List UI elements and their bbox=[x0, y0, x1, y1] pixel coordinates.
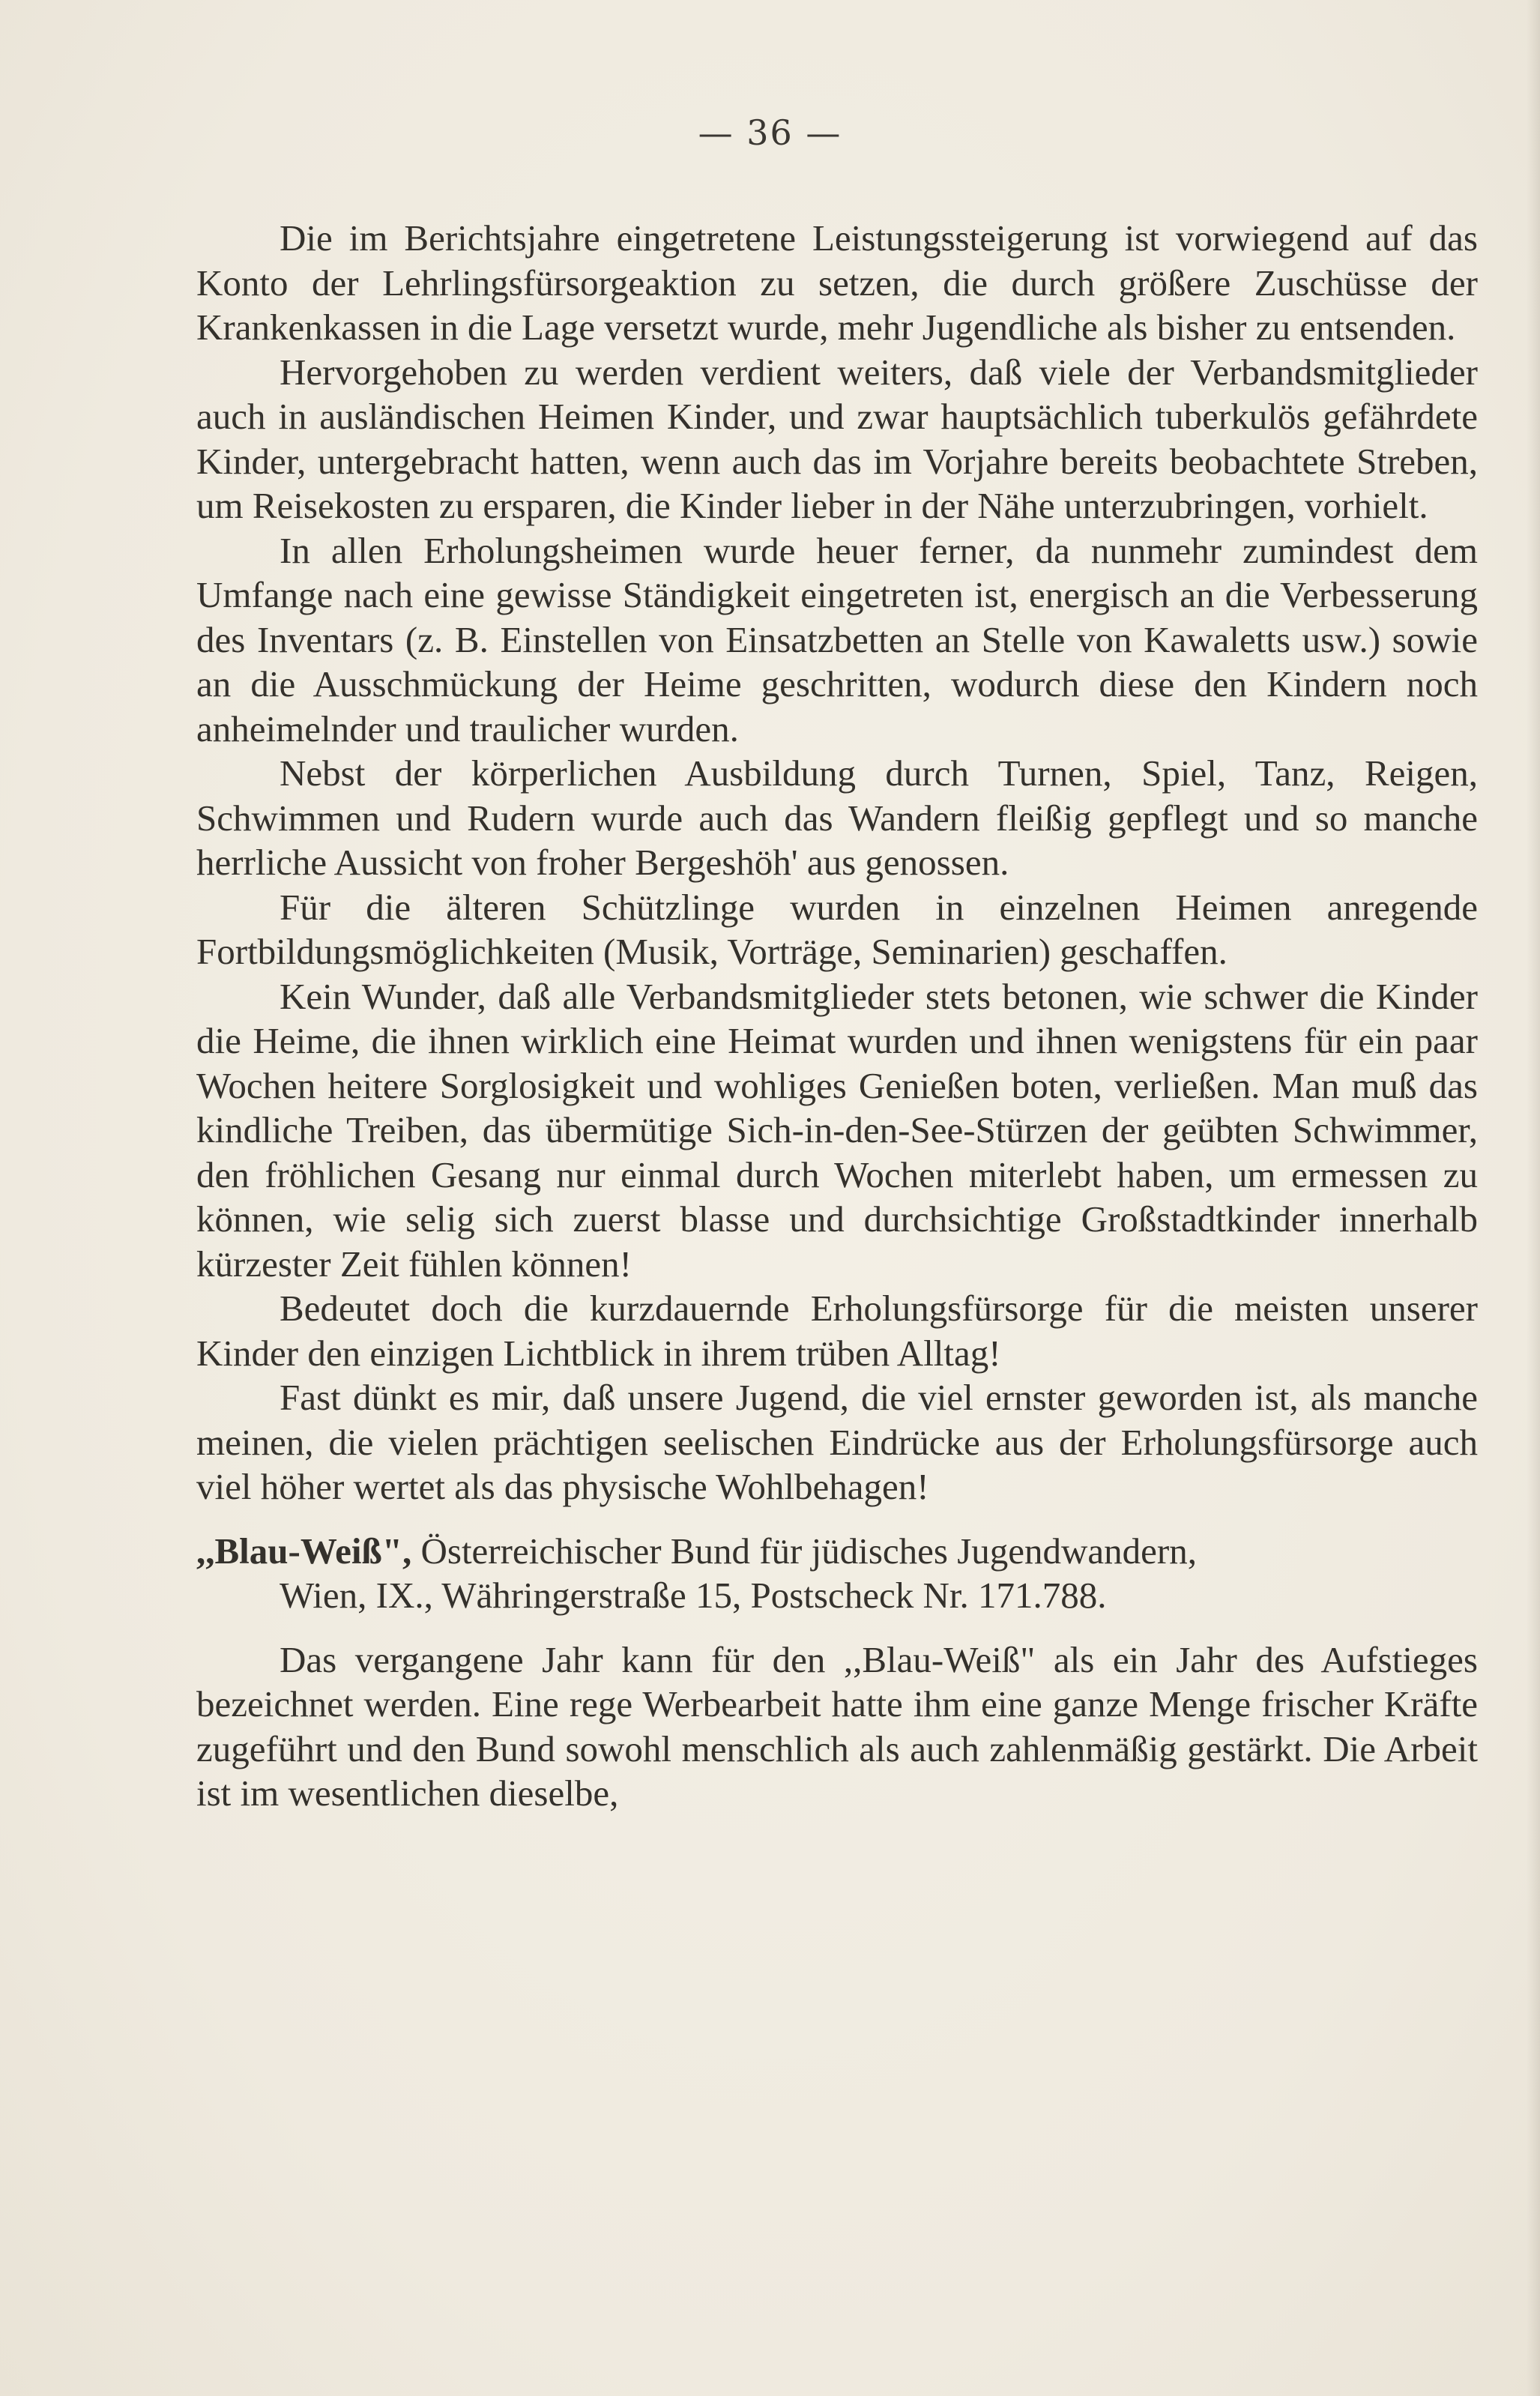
paragraph-9: Das vergangene Jahr kann für den ,,Blau-Weiß" als ein Jahr des Aufstieges bezeichnet werden. Eine rege Werbearbeit hatte ihm eine ganze Menge frischer Kräfte zugeführt und den Bund sowohl menschlich als auch zahlenmäßig gestärkt. Die Arbeit ist im wesentlichen dieselbe, bbox=[196, 1638, 1478, 1814]
section-heading bbox=[196, 1529, 1478, 1618]
paragraph-3: In allen Erholungsheimen wurde heuer ferner, da nunmehr zumindest dem Umfange nach eine gewisse Ständigkeit eingetreten ist, energisch an die Verbesserung des Inventars (z. B. Einstellen von Einsatzbetten an Stelle von Kawaletts usw.) sowie an die Ausschmückung der Heime geschritten, wodurch diese den Kindern noch anheimelnder und traulicher wurden. bbox=[196, 529, 1478, 749]
paragraph-2: Hervorgehoben zu werden verdient weiters, daß viele der Verbandsmitglieder auch in ausländischen Heimen Kinder, und zwar hauptsächlich tuberkulös gefährdete Kinder, untergebracht hatten, wenn auch das im Vorjahre bereits beobachtete Streben, um Reisekosten zu ersparen, die Kinder lieber in der Nähe unterzubringen, vorhielt. bbox=[196, 351, 1478, 526]
section-heading-line1: Österreichischer Bund für jüdisches Jugendwandern, bbox=[411, 1530, 1197, 1572]
section-heading-org-name: ,,Blau-Weiß", bbox=[196, 1530, 412, 1572]
page-number: — 36 — bbox=[698, 112, 842, 153]
paragraph-6: Kein Wunder, daß alle Verbandsmitglieder stets betonen, wie schwer die Kinder die Heime, die ihnen wirklich eine Heimat wurden und ihnen wenigstens für ein paar Wochen heitere Sorglosigkeit und wohliges Genießen boten, verließen. Man muß das kindliche Treiben, das übermütige Sich-in-den-See-Stürzen der geübten Schwimmer, den fröhlichen Gesang nur einmal durch Wochen miterlebt haben, um ermessen zu können, wie selig sich zuerst blasse und durchsichtige Großstadtkinder innerhalb kürzester Zeit fühlen können! bbox=[196, 975, 1478, 1285]
paragraph-5: Für die älteren Schützlinge wurden in einzelnen Heimen anregende Fortbildungsmöglichkeiten (Musik, Vorträge, Seminarien) geschaffen. bbox=[196, 886, 1478, 972]
paragraph-4: Nebst der körperlichen Ausbildung durch Turnen, Spiel, Tanz, Reigen, Schwimmen und Rudern wurde auch das Wandern fleißig gepflegt und so manche herrliche Aussicht von froher Bergeshöh' aus genossen. bbox=[196, 752, 1478, 883]
body-text bbox=[196, 216, 1478, 1816]
paragraph-7: Bedeutet doch die kurzdauernde Erholungsfürsorge für die meisten unserer Kinder den einzigen Lichtblick in ihrem trüben Alltag! bbox=[196, 1288, 1478, 1374]
paragraph-1: Die im Berichtsjahre eingetretene Leistungssteigerung ist vorwiegend auf das Konto der Lehrlingsfürsorgeaktion zu setzen, die durch größere Zuschüsse der Krankenkassen in die Lage versetzt wurde, mehr Jugendliche als bisher zu entsenden. bbox=[196, 217, 1478, 348]
section-heading-address: Wien, IX., Währingerstraße 15, Postscheck Nr. 171.788. bbox=[280, 1575, 1107, 1616]
page-edge-shadow bbox=[1527, 0, 1540, 2396]
paragraph-8: Fast dünkt es mir, daß unsere Jugend, die viel ernster geworden ist, als manche meinen, die vielen prächtigen seelischen Eindrücke aus der Erholungsfürsorge auch viel höher wertet als das physische Wohlbehagen! bbox=[196, 1377, 1478, 1507]
